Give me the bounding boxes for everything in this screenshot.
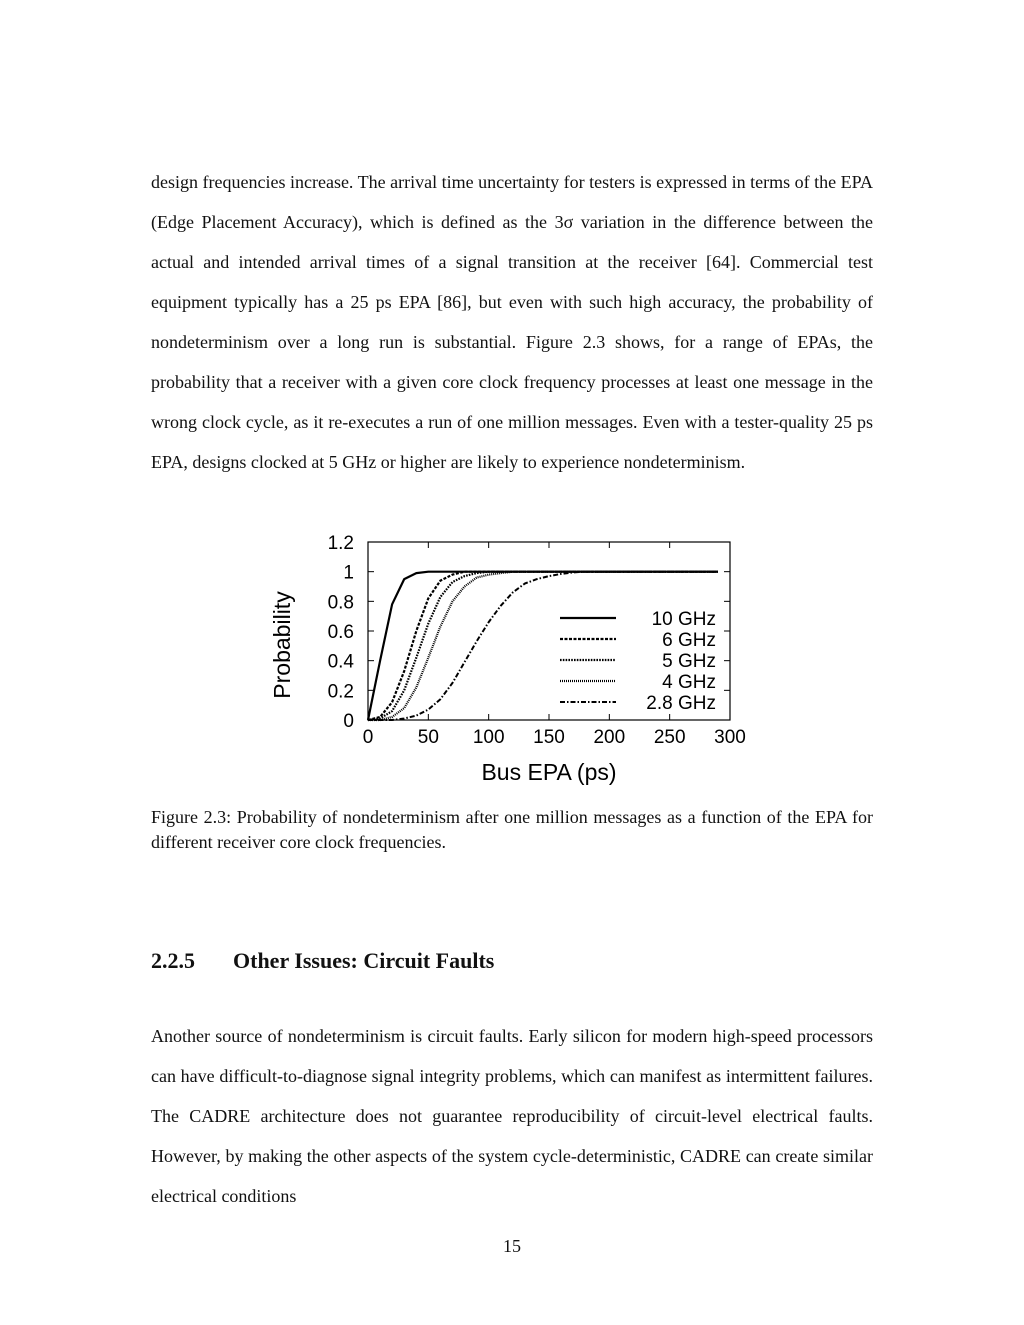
x-tick-label: 300	[714, 727, 746, 748]
x-tick-label: 250	[653, 727, 686, 748]
section-title: Other Issues: Circuit Faults	[233, 948, 495, 973]
y-tick-label: 1	[343, 562, 354, 584]
y-tick-label: 0.6	[327, 622, 354, 643]
body-paragraph: design frequencies increase. The arrival time uncertainty for testers is expressed in terms of the EPA (Edge Placement Accuracy), which is defined as the 3σ variation in the difference between the actual and intended arrival times of a signal transition at the receiver [64]. Commercial test equipment typically has a 25 ps EPA [86], but even with such high accuracy, the probability of nondeterminism over a long run is substantial. Figure 2.3 shows, for a range of EPAs, the probability that a receiver with a given core clock frequency processes at least one message in the wrong clock cycle, as it re-executes a run of one million messages. Even with a tester-quality 25 ps EPA, designs clocked at 5 GHz or higher are likely to experience nondeterminism.	[151, 172, 873, 472]
body-paragraph: Another source of nondeterminism is circuit faults. Early silicon for modern high-speed processors can have difficult-to-diagnose signal integrity problems, which can manifest as intermittent failures. The CADRE architecture does not guarantee reproducibility of circuit-level electrical faults. However, by making the other aspects of the system cycle-deterministic, CADRE can create similar electrical conditions	[151, 1026, 873, 1206]
section-number: 2.2.5	[151, 948, 195, 973]
x-tick-label: 200	[593, 727, 626, 748]
legend-label: 2.8 GHz	[646, 693, 716, 714]
page-number: 15	[503, 1236, 521, 1256]
y-tick-label: 0.8	[327, 592, 354, 614]
figure-chart	[260, 526, 760, 796]
y-tick-label: 0.2	[327, 681, 354, 703]
legend-label: 6 GHz	[662, 630, 716, 651]
y-axis-label: Probability	[269, 591, 295, 699]
line-chart	[260, 526, 760, 796]
y-tick-label: 0	[343, 711, 354, 732]
section-heading	[151, 948, 494, 974]
legend-label: 5 GHz	[662, 651, 716, 672]
figure-caption: Figure 2.3: Probability of nondeterminism after one million messages as a function of the EPA for different receiver core clock frequencies.	[151, 807, 873, 852]
x-tick-label: 100	[472, 727, 505, 748]
y-tick-label: 1.2	[327, 533, 354, 554]
x-tick-label: 50	[417, 727, 439, 748]
x-axis-label: Bus EPA (ps)	[481, 759, 617, 785]
legend-label: 4 GHz	[662, 672, 716, 693]
legend-label: 10 GHz	[651, 609, 716, 630]
y-tick-label: 0.4	[327, 651, 354, 673]
x-tick-label: 0	[362, 727, 374, 748]
x-tick-label: 150	[533, 727, 565, 748]
